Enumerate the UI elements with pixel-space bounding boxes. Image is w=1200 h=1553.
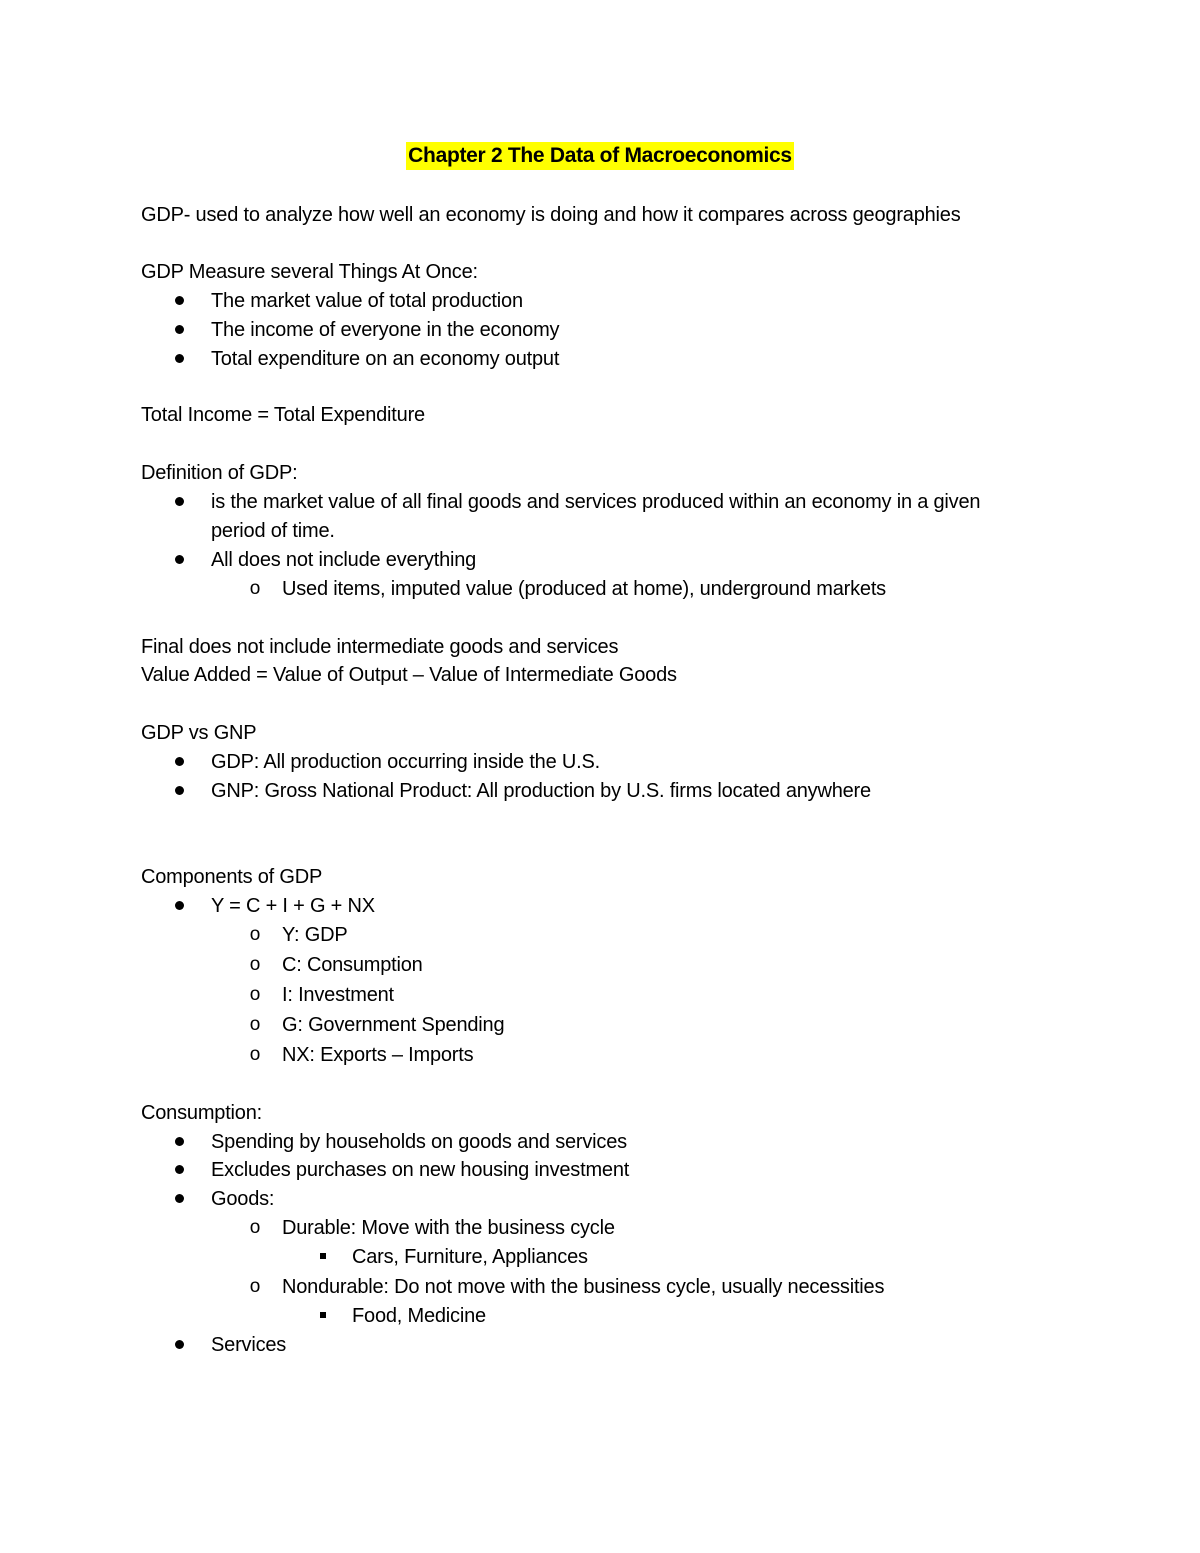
bullet-icon bbox=[175, 325, 184, 334]
definition-item: All does not include everything bbox=[211, 549, 477, 571]
bullet-icon bbox=[175, 497, 184, 506]
intro-text: GDP- used to analyze how well an economy is doing and how it compares across geographies bbox=[141, 204, 961, 226]
measure-heading: GDP Measure several Things At Once: bbox=[141, 261, 478, 283]
components-heading: Components of GDP bbox=[141, 866, 323, 888]
sub-bullet-icon: o bbox=[249, 1014, 261, 1035]
component-item: Y: GDP bbox=[282, 924, 348, 946]
bullet-icon bbox=[175, 757, 184, 766]
component-item: I: Investment bbox=[282, 984, 394, 1006]
square-bullet-icon bbox=[320, 1312, 326, 1318]
definition-item-line2: period of time. bbox=[211, 520, 335, 542]
nondurable-goods: Nondurable: Do not move with the business cycle, usually necessities bbox=[282, 1276, 885, 1298]
definition-heading: Definition of GDP: bbox=[141, 462, 298, 484]
durable-examples: Cars, Furniture, Appliances bbox=[352, 1246, 588, 1268]
components-formula: Y = C + I + G + NX bbox=[211, 895, 375, 917]
bullet-icon bbox=[175, 901, 184, 910]
bullet-icon bbox=[175, 1137, 184, 1146]
title-wrapper bbox=[0, 142, 1200, 170]
sub-bullet-icon: o bbox=[249, 984, 261, 1005]
component-item: G: Government Spending bbox=[282, 1014, 505, 1036]
sub-bullet-icon: o bbox=[249, 578, 261, 599]
bullet-icon bbox=[175, 786, 184, 795]
consumption-item: Spending by households on goods and services bbox=[211, 1131, 627, 1153]
sub-bullet-icon: o bbox=[249, 924, 261, 945]
gdp-vs-gnp-item: GDP: All production occurring inside the U.S. bbox=[211, 751, 600, 773]
bullet-icon bbox=[175, 1165, 184, 1174]
consumption-item: Goods: bbox=[211, 1188, 275, 1210]
sub-bullet-icon: o bbox=[249, 1217, 261, 1238]
gdp-vs-gnp-item: GNP: Gross National Product: All production by U.S. firms located anywhere bbox=[211, 780, 871, 802]
durable-goods: Durable: Move with the business cycle bbox=[282, 1217, 615, 1239]
nondurable-examples: Food, Medicine bbox=[352, 1305, 486, 1327]
gdp-vs-gnp-heading: GDP vs GNP bbox=[141, 722, 257, 744]
page-title: Chapter 2 The Data of Macroeconomics bbox=[406, 142, 794, 170]
bullet-icon bbox=[175, 1340, 184, 1349]
consumption-heading: Consumption: bbox=[141, 1102, 262, 1124]
final-note: Final does not include intermediate goods and services bbox=[141, 636, 619, 658]
definition-item-line1: is the market value of all final goods and services produced within an economy in a given bbox=[211, 491, 981, 513]
definition-subitem: Used items, imputed value (produced at home), underground markets bbox=[282, 578, 886, 600]
bullet-icon bbox=[175, 1194, 184, 1203]
bullet-icon bbox=[175, 296, 184, 305]
sub-bullet-icon: o bbox=[249, 1276, 261, 1297]
component-item: C: Consumption bbox=[282, 954, 423, 976]
value-added-equation: Value Added = Value of Output – Value of Intermediate Goods bbox=[141, 664, 677, 686]
bullet-icon bbox=[175, 555, 184, 564]
income-equation: Total Income = Total Expenditure bbox=[141, 404, 425, 426]
sub-bullet-icon: o bbox=[249, 954, 261, 975]
services-item: Services bbox=[211, 1334, 287, 1356]
component-item: NX: Exports – Imports bbox=[282, 1044, 474, 1066]
sub-bullet-icon: o bbox=[249, 1044, 261, 1065]
measure-item: Total expenditure on an economy output bbox=[211, 348, 560, 370]
measure-item: The market value of total production bbox=[211, 290, 523, 312]
measure-item: The income of everyone in the economy bbox=[211, 319, 560, 341]
square-bullet-icon bbox=[320, 1253, 326, 1259]
consumption-item: Excludes purchases on new housing investment bbox=[211, 1159, 630, 1181]
bullet-icon bbox=[175, 354, 184, 363]
